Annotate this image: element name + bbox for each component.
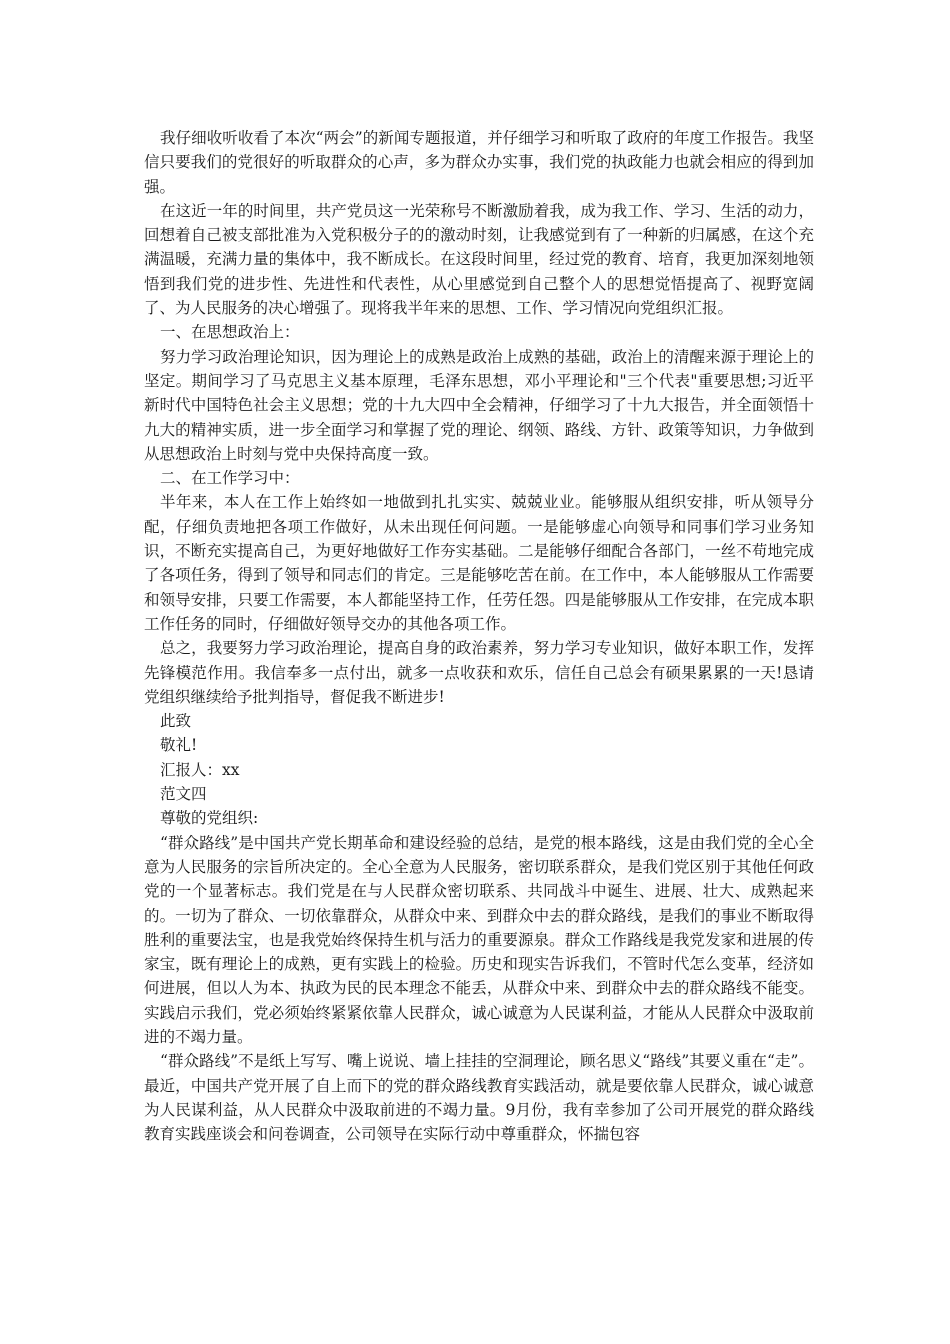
paragraph-mass-line-practice: “群众路线”不是纸上写写、嘴上说说、墙上挂挂的空洞理论，顾名思义“路线”其要义重在“走”。最近，中国共产党开展了自上而下的党的群众路线教育实践活动，就是要依靠人民群众，诚心诚意为人民谋利益，从人民群众中汲取前进的不竭力量。9月份，我有幸参加了公司开展党的群众路线教育实践座谈会和问卷调查，公司领导在实际行动中尊重群众，怀揣包容	[144, 1052, 814, 1144]
reporter-signature: 汇报人：xx	[160, 760, 240, 779]
closing-jingli: 敬礼!	[160, 736, 198, 755]
section-title: 范文四	[160, 785, 207, 804]
heading-work: 二、在工作学习中：	[160, 469, 300, 488]
document-body	[144, 126, 814, 1146]
closing-cizhi: 此致	[160, 712, 192, 731]
paragraph-intro: 我仔细收听收看了本次“两会”的新闻专题报道，并仔细学习和听取了政府的年度工作报告。我坚信只要我们的党很好的听取群众的心声，多为群众办实事，我们党的执政能力也就会相应的得到加强。	[144, 129, 814, 196]
paragraph-mass-line: “群众路线”是中国共产党长期革命和建设经验的总结，是党的根本路线，这是由我们党的全心全意为人民服务的宗旨所决定的。全心全意为人民服务，密切联系群众，是我们党区别于其他任何政党的一个显著标志。我们党是在与人民群众密切联系、共同战斗中诞生、进展、壮大、成熟起来的。一切为了群众、一切依靠群众，从群众中来、到群众中去的群众路线，是我们的事业不断取得胜利的重要法宝，也是我党始终保持生机与活力的重要源泉。群众工作路线是我党发家和进展的传家宝，既有理论上的成熟，更有实践上的检验。历史和现实告诉我们，不管时代怎么变革，经济如何进展，但以人为本、执政为民的民本理念不能丢，从群众中来、到群众中去的群众路线不能变。实践启示我们，党必须始终紧紧依靠人民群众，诚心诚意为人民谋利益，才能从人民群众中汲取前进的不竭力量。	[144, 833, 814, 1046]
heading-politics: 一、在思想政治上：	[160, 323, 300, 342]
paragraph-summary: 总之，我要努力学习政治理论，提高自身的政治素养，努力学习专业知识，做好本职工作，发挥先锋模范作用。我信奉多一点付出，就多一点收获和欢乐，信任自己总会有硕果累累的一天!恳请党组织继续给予批判指导，督促我不断进步!	[144, 639, 814, 706]
paragraph-growth: 在这近一年的时间里，共产党员这一光荣称号不断激励着我，成为我工作、学习、生活的动力，回想着自己被支部批准为入党积极分子的的激动时刻，让我感觉到有了一种新的归属感，在这个充满温暖，充满力量的集体中，我不断成长。在这段时间里，经过党的教育、培育，我更加深刻地领悟到我们党的进步性、先进性和代表性，从心里感觉到自己整个人的思想觉悟提高了、视野宽阔了、为人民服务的决心增强了。现将我半年来的思想、工作、学习情况向党组织汇报。	[144, 201, 814, 318]
paragraph-politics: 努力学习政治理论知识，因为理论上的成熟是政治上成熟的基础，政治上的清醒来源于理论上的坚定。期间学习了马克思主义基本原理，毛泽东思想，邓小平理论和"三个代表"重要思想;习近平新时代中国特色社会主义思想；党的十九大四中全会精神，仔细学习了十九大报告，并全面领悟十九大的精神实质，进一步全面学习和掌握了党的理论、纲领、路线、方针、政策等知识，力争做到从思想政治上时刻与党中央保持高度一致。	[144, 347, 814, 463]
paragraph-work: 半年来，本人在工作上始终如一地做到扎扎实实、兢兢业业。能够服从组织安排，听从领导分配，仔细负责地把各项工作做好，从未出现任何问题。一是能够虚心向领导和同事们学习业务知识，不断充实提高自己，为更好地做好工作夯实基础。二是能够仔细配合各部门，一丝不苟地完成了各项任务，得到了领导和同志们的肯定。三是能够吃苦在前。在工作中，本人能够服从工作需要和领导安排，只要工作需要，本人都能坚持工作，任劳任怨。四是能够服从工作安排，在完成本职工作任务的同时，仔细做好领导交办的其他各项工作。	[144, 493, 814, 633]
salutation: 尊敬的党组织:	[160, 809, 259, 828]
